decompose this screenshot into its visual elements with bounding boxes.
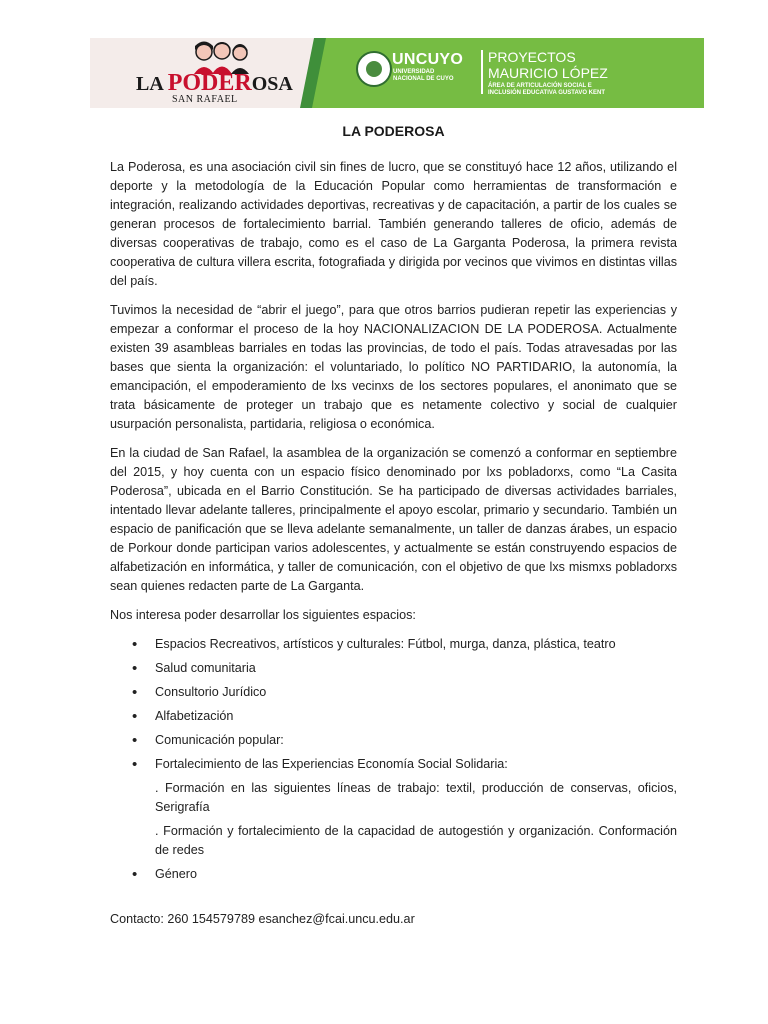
area-subtitle: ÁREA DE ARTICULACIÓN SOCIAL E INCLUSIÓN EDUCATIVA GUSTAVO KENT (488, 83, 605, 96)
uncuyo-title: UNCUYO (392, 51, 464, 68)
list-item: • Salud comunitaria (110, 659, 677, 678)
paragraph: La Poderosa, es una asociación civil sin fines de lucro, que se constituyó hace 12 años, utilizando el deporte y la metodología de la Educación Popular como herramientas de transformación e integración, realizando actividades deportivas, recreativas y de capacitación, a partir de los cuales se generan procesos de fortalecimiento barrial. También generando talleres de oficio, además de diversas cooperativas de trabajo, como es el caso de La Garganta Poderosa, la primera revista cooperativa de cultura villera escrita, fotografiada y dirigida por vecinos que vivimos en distintas villas del país. (110, 160, 677, 288)
contact-line: Contacto: 260 154579789 esanchez@fcai.uncu.edu.ar (110, 912, 415, 926)
logo-city: SAN RAFAEL (172, 94, 238, 105)
header-banner (90, 38, 704, 108)
sub-item: . Formación en las siguientes líneas de trabajo: textil, producción de conservas, oficios, Serigrafía (155, 781, 677, 814)
document-body (110, 118, 677, 929)
sub-item: . Formación y fortalecimiento de la capacidad de autogestión y organización. Conformación de redes (155, 824, 677, 857)
university-seal-icon (356, 51, 392, 87)
list-item: • Alfabetización (110, 707, 677, 726)
list-item: • Fortalecimiento de las Experiencias Economía Social Solidaria: (110, 755, 677, 774)
document-title: LA PODEROSA (342, 123, 445, 139)
header-divider (481, 50, 483, 94)
proyectos-title: PROYECTOS MAURICIO LÓPEZ (488, 49, 608, 81)
list-item: • Comunicación popular: (110, 731, 677, 750)
list-item: • Espacios Recreativos, artísticos y culturales: Fútbol, murga, danza, plástica, teatro (110, 635, 677, 654)
list-item: • Consultorio Jurídico (110, 683, 677, 702)
spaces-list (110, 635, 677, 774)
paragraph: Tuvimos la necesidad de “abrir el juego”, para que otros barrios pudieran repetir las experiencias y empezar a conformar el proceso de la hoy NACIONALIZACION DE LA PODEROSA. Actualmente existen 39 asambleas barriales en todas las provincias, de todo el país. Todas atravesadas por las bases que sienta la organización: el voluntariado, lo político NO PARTIDARIO, la autonomía, la emancipación, el empoderamiento de lxs vecinxs de los sectores populares, el anonimato que se trata básicamente de proteger un trabajo que es netamente colectivo y social de cualquier usurpación personalista, partidaria, religiosa o económica. (110, 303, 677, 431)
list-item: • Género (110, 865, 677, 884)
la-poderosa-logo-area (90, 38, 335, 108)
spaces-list-continued (110, 865, 677, 884)
paragraph: En la ciudad de San Rafael, la asamblea de la organización se comenzó a conformar en septiembre del 2015, y hoy cuenta con un espacio físico denominado por lxs pobladorxs, como “La Casita Poderosa”, ubicada en el Barrio Constitución. Se ha participado de diversas actividades barriales, intentado llevar adelante talleres, principalmente el apoyo escolar, primario y secundario. También un espacio de panificación que se lleva adelante semanalmente, un taller de danzas árabes, un espacio de Porkour donde participan varios adolescentes, y actualmente se están construyendo espacios de alfabetización en informática, y taller de comunicación, con el objetivo de que lxs mismxs pobladorxs sean quienes redacten parte de La Garganta. (110, 446, 677, 593)
la-poderosa-logo: LA PODEROSA (136, 70, 293, 96)
uncuyo-subtitle: UNIVERSIDAD NACIONAL DE CUYO (393, 69, 454, 82)
list-intro: Nos interesa poder desarrollar los siguientes espacios: (110, 608, 416, 622)
